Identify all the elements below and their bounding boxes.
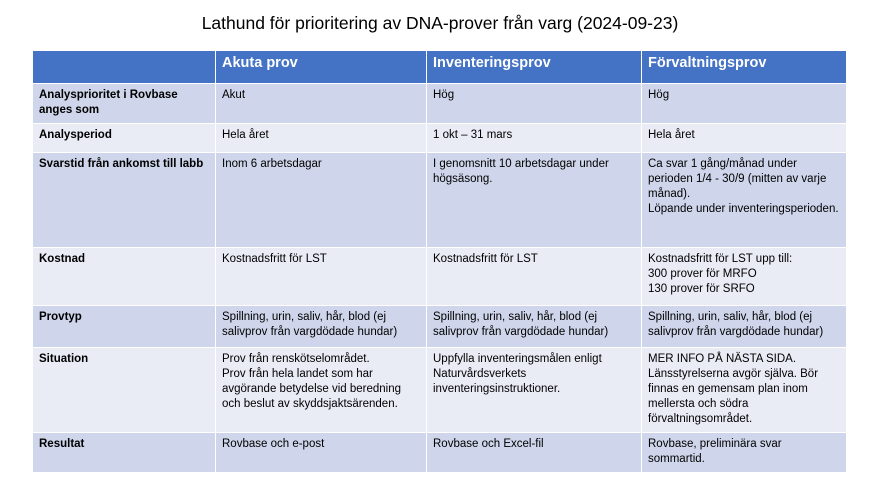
page-title: Lathund för prioritering av DNA-prover från varg (2024-09-23) xyxy=(201,13,679,33)
row-label: Provtyp xyxy=(33,306,216,348)
table-cell: Uppfylla inventeringsmålen enligt Naturvårdsverkets inventeringsinstruktioner. xyxy=(427,348,642,433)
table-row xyxy=(33,248,847,306)
table-cell: Hög xyxy=(427,84,642,124)
table-cell: Inom 6 arbetsdagar xyxy=(216,153,427,248)
table-cell: Spillning, urin, saliv, hår, blod (ej salivprov från vargdödade hundar) xyxy=(216,306,427,348)
table-row xyxy=(33,306,847,348)
table-cell: Kostnadsfritt för LST xyxy=(427,248,642,306)
row-label: Resultat xyxy=(33,433,216,473)
table-row xyxy=(33,348,847,433)
header-empty-cell xyxy=(33,51,216,84)
table-cell: Kostnadsfritt för LST xyxy=(216,248,427,306)
table-row xyxy=(33,84,847,124)
row-label: Situation xyxy=(33,348,216,433)
table-row xyxy=(33,153,847,248)
table-cell: Rovbase och e-post xyxy=(216,433,427,473)
header-inventeringsprov: Inventeringsprov xyxy=(427,51,642,84)
table-row xyxy=(33,124,847,153)
table-cell: I genomsnitt 10 arbetsdagar under högsäsong. xyxy=(427,153,642,248)
table-cell: Spillning, urin, saliv, hår, blod (ej salivprov från vargdödade hundar) xyxy=(427,306,642,348)
row-label: Kostnad xyxy=(33,248,216,306)
table-cell: Hela året xyxy=(216,124,427,153)
table-cell: MER INFO PÅ NÄSTA SIDA. Länsstyrelserna avgör själva. Bör finnas en gemensam plan inom mellersta och södra förvaltningsområdet. xyxy=(642,348,847,433)
priority-table xyxy=(32,50,847,473)
table-cell: Hela året xyxy=(642,124,847,153)
header-akuta-prov: Akuta prov xyxy=(216,51,427,84)
table-cell: Hög xyxy=(642,84,847,124)
table-cell: Prov från renskötselområdet. Prov från hela landet som har avgörande betydelse vid beredning och beslut av skyddsjaktsärenden. xyxy=(216,348,427,433)
table-cell: 1 okt – 31 mars xyxy=(427,124,642,153)
table-cell: Rovbase och Excel-fil xyxy=(427,433,642,473)
row-label: Analysperiod xyxy=(33,124,216,153)
table-cell: Akut xyxy=(216,84,427,124)
table-cell: Kostnadsfritt för LST upp till: 300 prover för MRFO 130 prover för SRFO xyxy=(642,248,847,306)
row-label: Analysprioritet i Rovbase anges som xyxy=(33,84,216,124)
table-cell: Ca svar 1 gång/månad under perioden 1/4 - 30/9 (mitten av varje månad). Löpande under inventeringsperioden. xyxy=(642,153,847,248)
table-row xyxy=(33,433,847,473)
table-header-row xyxy=(33,51,847,84)
table-cell: Rovbase, preliminära svar sommartid. xyxy=(642,433,847,473)
header-forvaltningsprov: Förvaltningsprov xyxy=(642,51,847,84)
row-label: Svarstid från ankomst till labb xyxy=(33,153,216,248)
table-cell: Spillning, urin, saliv, hår, blod (ej salivprov från vargdödade hundar) xyxy=(642,306,847,348)
